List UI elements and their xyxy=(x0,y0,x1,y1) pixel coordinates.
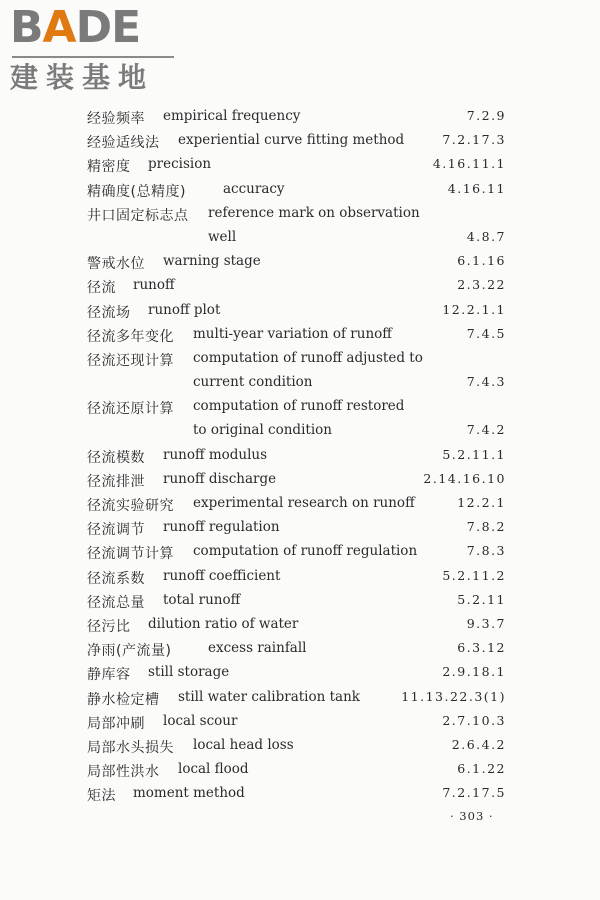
entry-english-term: computation of runoff regulation xyxy=(193,543,418,560)
glossary-entries xyxy=(0,105,600,806)
logo-wordmark xyxy=(10,2,141,53)
glossary-entry xyxy=(0,468,600,492)
glossary-entry xyxy=(0,153,600,177)
entry-english-term: reference mark on observation xyxy=(208,204,420,221)
entry-section-code: 7.4.2 xyxy=(466,422,506,438)
entry-section-code: 12.2.1 xyxy=(457,495,506,510)
entry-chinese-term: 径流实验研究 xyxy=(87,498,174,514)
entry-chinese-term: 静库容 xyxy=(87,667,131,684)
entry-english-term: dilution ratio of water xyxy=(148,615,299,632)
glossary-entry xyxy=(0,444,600,468)
entry-section-code: 12.2.1.1 xyxy=(442,301,506,317)
bade-logo xyxy=(10,2,180,96)
entry-chinese-term: 局部冲刷 xyxy=(87,715,145,732)
entry-chinese-term: 矩法 xyxy=(87,788,116,805)
entry-english-term: excess rainfall xyxy=(208,640,307,657)
entry-section-code: 5.2.11.1 xyxy=(442,446,506,462)
glossary-entry xyxy=(0,565,600,589)
entry-section-code: 2.6.4.2 xyxy=(451,736,506,752)
glossary-entry xyxy=(0,395,600,419)
glossary-entry xyxy=(0,540,600,564)
entry-section-code: 4.16.11 xyxy=(447,180,506,196)
entry-section-code: 4.16.11.1 xyxy=(432,156,506,172)
glossary-entry-continuation xyxy=(0,371,600,395)
glossary-entry xyxy=(0,299,600,323)
entry-section-code: 2.9.18.1 xyxy=(442,664,506,680)
glossary-entry xyxy=(0,105,600,129)
logo-letter-a: A xyxy=(42,2,76,53)
entry-section-code: 7.8.3 xyxy=(466,543,506,559)
entry-section-code: 2.14.16.10 xyxy=(423,470,506,486)
entry-english-term: runoff modulus xyxy=(163,446,268,463)
glossary-entry xyxy=(0,178,600,202)
entry-chinese-term: 径流调节计算 xyxy=(87,546,174,563)
entry-english-term: multi-year variation of runoff xyxy=(193,325,392,342)
entry-english-term: runoff plot xyxy=(148,301,221,318)
glossary-entry-continuation xyxy=(0,226,600,250)
entry-english-term-continued: well xyxy=(208,228,237,245)
glossary-entry xyxy=(0,274,600,298)
entry-section-code: 7.2.17.3 xyxy=(442,132,506,148)
entry-english-term: total runoff xyxy=(163,591,241,608)
glossary-entry xyxy=(0,129,600,153)
entry-section-code: 5.2.11.2 xyxy=(442,567,506,583)
entry-section-code: 7.4.3 xyxy=(466,374,506,390)
entry-english-term: accuracy xyxy=(223,180,285,197)
entry-chinese-term: 警戒水位 xyxy=(87,256,145,273)
entry-english-term: runoff discharge xyxy=(163,470,277,487)
entry-english-term: moment method xyxy=(133,785,245,802)
entry-english-term: empirical frequency xyxy=(163,108,301,124)
glossary-entry xyxy=(0,710,600,734)
entry-english-term: still storage xyxy=(148,664,230,681)
glossary-entry xyxy=(0,589,600,613)
entry-section-code: 2.7.10.3 xyxy=(442,712,506,728)
entry-chinese-term: 井口固定标志点 xyxy=(87,207,189,224)
entry-chinese-term: 径流 xyxy=(87,280,116,297)
glossary-entry xyxy=(0,661,600,685)
entry-english-term: computation of runoff adjusted to xyxy=(193,349,423,366)
entry-section-code: 6.1.22 xyxy=(457,761,506,777)
entry-chinese-term: 径流总量 xyxy=(87,594,145,611)
entry-english-term: experiential curve fitting method xyxy=(178,132,405,149)
entry-chinese-term: 净雨(产流量) xyxy=(87,643,172,660)
entry-chinese-term: 径流场 xyxy=(87,304,131,321)
entry-chinese-term: 径流模数 xyxy=(87,449,145,466)
entry-chinese-term: 径流多年变化 xyxy=(87,328,174,345)
glossary-entry xyxy=(0,734,600,758)
glossary-entry xyxy=(0,613,600,637)
entry-english-term: local head loss xyxy=(193,736,294,753)
logo-letter-b: B xyxy=(10,2,43,53)
entry-chinese-term: 经验适线法 xyxy=(87,135,160,152)
entry-section-code: 4.8.7 xyxy=(466,228,506,244)
entry-section-code: 7.8.2 xyxy=(466,519,506,535)
glossary-entry xyxy=(0,347,600,371)
entry-chinese-term: 精密度 xyxy=(87,159,131,176)
glossary-entry xyxy=(0,492,600,516)
entry-section-code: 9.3.7 xyxy=(466,615,506,631)
entry-chinese-term: 径流还现计算 xyxy=(87,352,174,369)
glossary-entry xyxy=(0,758,600,782)
entry-english-term-continued: current condition xyxy=(193,374,313,391)
entry-chinese-term: 径流还原计算 xyxy=(87,401,174,418)
entry-chinese-term: 经验频率 xyxy=(87,111,145,127)
entry-section-code: 11.13.22.3(1) xyxy=(401,688,506,704)
glossary-entry xyxy=(0,516,600,540)
logo-divider xyxy=(12,56,174,58)
entry-english-term: experimental research on runoff xyxy=(193,495,415,511)
entry-english-term: runoff regulation xyxy=(163,519,280,536)
entry-english-term: runoff xyxy=(133,277,175,294)
glossary-entry xyxy=(0,250,600,274)
glossary-entry-continuation xyxy=(0,419,600,443)
entry-english-term: local flood xyxy=(178,761,249,778)
entry-chinese-term: 精确度(总精度) xyxy=(87,183,186,200)
entry-chinese-term: 径流排泄 xyxy=(87,473,145,490)
entry-section-code: 7.2.17.5 xyxy=(442,785,506,801)
entry-chinese-term: 静水检定槽 xyxy=(87,691,160,708)
entry-chinese-term: 径流调节 xyxy=(87,522,145,539)
glossary-entry xyxy=(0,782,600,806)
glossary-entry xyxy=(0,686,600,710)
entry-section-code: 5.2.11 xyxy=(457,591,506,607)
entry-english-term: still water calibration tank xyxy=(178,688,360,705)
entry-chinese-term: 局部水头损失 xyxy=(87,739,174,756)
logo-subtitle: 建装基地 xyxy=(10,61,155,94)
entry-section-code: 7.4.5 xyxy=(466,325,506,341)
entry-section-code: 6.1.16 xyxy=(457,253,506,269)
entry-english-term: runoff coefficient xyxy=(163,567,281,584)
glossary-entry xyxy=(0,323,600,347)
entry-chinese-term: 径流系数 xyxy=(87,570,145,587)
entry-chinese-term: 径污比 xyxy=(87,618,131,635)
entry-english-term: computation of runoff restored xyxy=(193,398,405,415)
entry-english-term: warning stage xyxy=(163,253,261,270)
entry-section-code: 6.3.12 xyxy=(457,640,506,656)
entry-chinese-term: 局部性洪水 xyxy=(87,764,160,781)
page-number: · 303 · xyxy=(450,809,494,823)
entry-english-term: precision xyxy=(148,156,212,173)
entry-section-code: 7.2.9 xyxy=(466,108,506,123)
glossary-entry xyxy=(0,202,600,226)
logo-letters-de: DE xyxy=(75,2,141,53)
entry-section-code: 2.3.22 xyxy=(457,277,506,293)
entry-english-term: local scour xyxy=(163,712,238,729)
entry-english-term-continued: to original condition xyxy=(193,422,332,439)
glossary-entry xyxy=(0,637,600,661)
